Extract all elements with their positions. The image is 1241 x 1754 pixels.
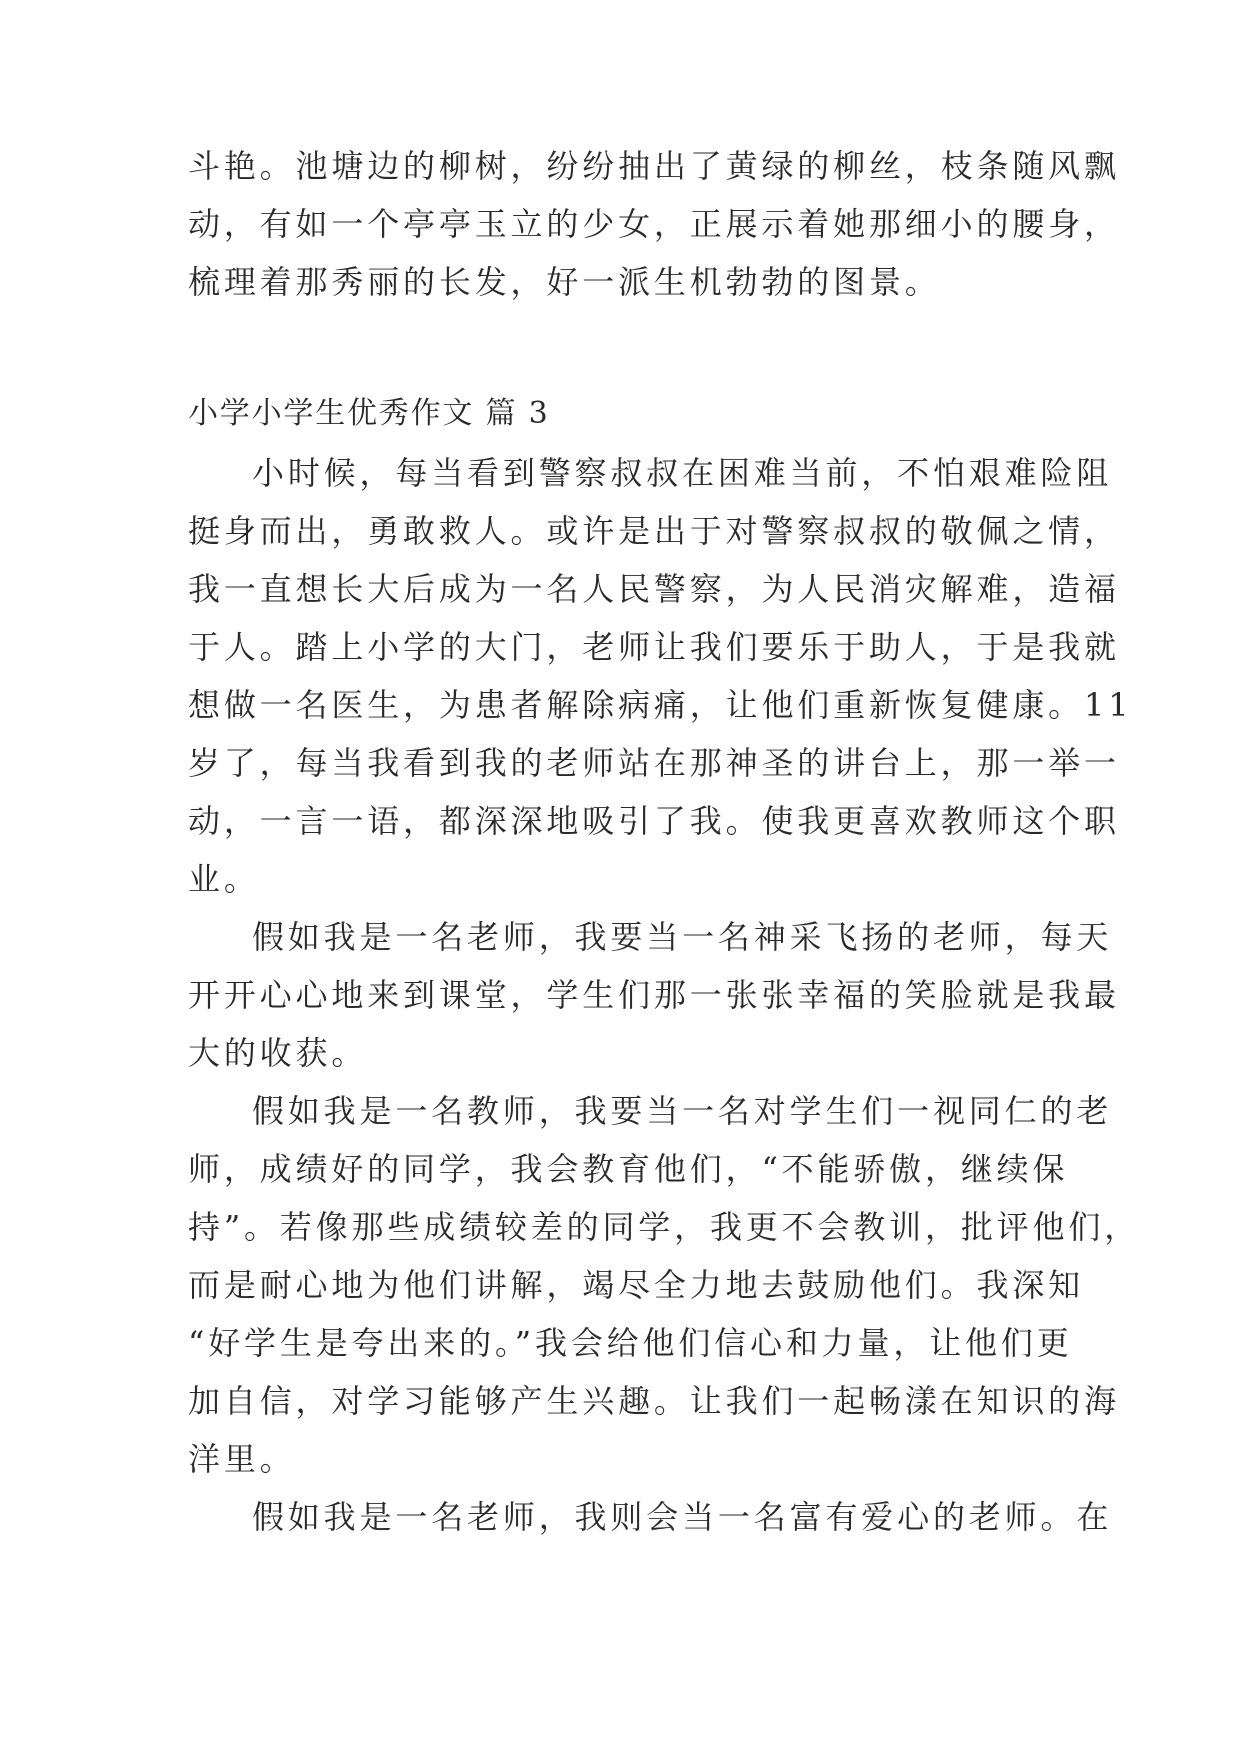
intro-line: 斗艳。池塘边的柳树，纷纷抽出了黄绿的柳丝，枝条随风飘 bbox=[188, 147, 1120, 185]
paragraph-line: 我一直想长大后成为一名人民警察，为人民消灾解难，造福 bbox=[188, 570, 1120, 608]
paragraph-line: 开开心心地来到课堂，学生们那一张张幸福的笑脸就是我最 bbox=[188, 976, 1120, 1014]
paragraph-line: 挺身而出，勇敢救人。或许是出于对警察叔叔的敬佩之情， bbox=[188, 512, 1120, 550]
paragraph-line: 加自信，对学习能够产生兴趣。让我们一起畅漾在知识的海 bbox=[188, 1382, 1120, 1420]
paragraph-line: 想做一名医生，为患者解除病痛，让他们重新恢复健康。11 bbox=[188, 686, 1133, 724]
intro-line: 梳理着那秀丽的长发，好一派生机勃勃的图景。 bbox=[188, 263, 941, 301]
paragraph-line: 洋里。 bbox=[188, 1440, 296, 1478]
essay-heading: 小学小学生优秀作文 篇 3 bbox=[188, 396, 550, 431]
paragraph-line: 假如我是一名老师，我则会当一名富有爱心的老师。在 bbox=[252, 1498, 1113, 1536]
paragraph-line: 假如我是一名教师，我要当一名对学生们一视同仁的老 bbox=[252, 1092, 1113, 1130]
paragraph-line: 动，一言一语，都深深地吸引了我。使我更喜欢教师这个职 bbox=[188, 802, 1120, 840]
paragraph-line: 岁了，每当我看到我的老师站在那神圣的讲台上，那一举一 bbox=[188, 744, 1120, 782]
paragraph-line: 于人。踏上小学的大门，老师让我们要乐于助人，于是我就 bbox=[188, 628, 1120, 666]
paragraph-line: 假如我是一名老师，我要当一名神采飞扬的老师，每天 bbox=[252, 918, 1113, 956]
paragraph-line: 小时候，每当看到警察叔叔在困难当前，不怕艰难险阻 bbox=[252, 454, 1113, 492]
intro-line: 动，有如一个亭亭玉立的少女，正展示着她那细小的腰身， bbox=[188, 205, 1120, 243]
paragraph-line: 而是耐心地为他们讲解，竭尽全力地去鼓励他们。我深知 bbox=[188, 1266, 1085, 1304]
paragraph-line: 业。 bbox=[188, 860, 260, 898]
paragraph-line: “好学生是夸出来的。”我会给他们信心和力量，让他们更 bbox=[188, 1324, 1073, 1362]
paragraph-line: 持”。若像那些成绩较差的同学，我更不会教训，批评他们， bbox=[188, 1208, 1141, 1246]
paragraph-line: 师，成绩好的同学，我会教育他们，“不能骄傲，继续保 bbox=[188, 1150, 1069, 1188]
paragraph-line: 大的收获。 bbox=[188, 1034, 368, 1072]
